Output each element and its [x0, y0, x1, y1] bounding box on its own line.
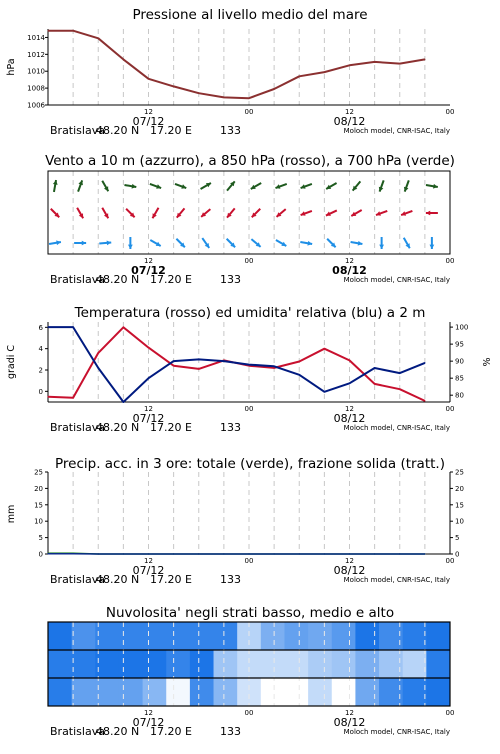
wind-arrow-head — [426, 211, 430, 216]
temp-frame — [73, 322, 425, 402]
cloud-cell — [261, 678, 285, 707]
lon-label: 17.20 E — [150, 273, 192, 286]
wind-arrow — [128, 237, 133, 249]
cloud-cell — [379, 650, 403, 679]
elevation-label: 133 — [220, 725, 241, 738]
temp-footer — [50, 421, 450, 434]
pressure-point — [123, 59, 124, 60]
precip-solid-series — [47, 553, 425, 555]
date-label: 07/12 — [133, 115, 165, 128]
pressure-line — [48, 31, 425, 99]
tick-label: 00 — [245, 108, 254, 116]
wind-frame — [73, 171, 425, 254]
precip-solid-point — [148, 553, 149, 554]
cloud-cell — [72, 622, 96, 651]
pressure-point — [374, 61, 375, 62]
cloud-cell — [214, 622, 238, 651]
precip-solid-point — [324, 553, 325, 554]
tick-label: 00 — [446, 257, 455, 265]
pressure-point — [248, 98, 249, 99]
lat-label: 48.20 N — [96, 273, 139, 286]
credit-label: Moloch model, CNR-ISAC, Italy — [344, 728, 450, 736]
wind-arrow — [227, 239, 235, 247]
temperature-line — [48, 327, 425, 401]
wind-series — [49, 237, 434, 249]
humidity-point — [123, 401, 124, 402]
clouds-footer — [50, 725, 450, 738]
precip-solid-point — [374, 553, 375, 554]
cloud-cell — [308, 622, 332, 651]
y-tick-label: 1012 — [27, 51, 45, 59]
tick-label: 00 — [446, 557, 455, 565]
pressure-frame — [73, 29, 425, 105]
lat-label: 48.20 N — [96, 725, 139, 738]
wind-arrow — [227, 181, 235, 190]
wind-arrow — [351, 210, 361, 216]
wind-arrow — [202, 238, 209, 248]
y-tick-label: 20 — [34, 485, 43, 493]
wind-arrow — [252, 209, 260, 217]
y-tick-label: 6 — [39, 324, 44, 332]
cloud-cell — [426, 678, 450, 707]
y-tick-label-right: 15 — [455, 501, 464, 509]
credit-label: Moloch model, CNR-ISAC, Italy — [344, 276, 450, 284]
wind-arrow — [379, 180, 384, 191]
cloud-cell — [166, 650, 190, 679]
tick-label: 12 — [345, 405, 354, 413]
humidity-point — [349, 383, 350, 384]
wind-arrow — [426, 184, 438, 189]
tick-label: 00 — [245, 405, 254, 413]
elevation-label: 133 — [220, 273, 241, 286]
tick-label: 12 — [144, 557, 153, 565]
location-label: Bratislava — [50, 725, 105, 738]
precip-solid-point — [123, 553, 124, 554]
wind-footer — [50, 273, 450, 286]
humidity-point — [399, 372, 400, 373]
y-tick-label-right: 0 — [455, 551, 459, 559]
wind-arrow — [326, 210, 337, 215]
humidity-point — [274, 366, 275, 367]
humidity-point — [324, 391, 325, 392]
wind-arrow — [201, 209, 210, 217]
y-tick-label: 15 — [34, 501, 43, 509]
wind-arrow — [153, 208, 159, 218]
wind-arrow — [275, 184, 286, 189]
wind-arrow — [379, 237, 384, 249]
cloud-cell — [308, 678, 332, 707]
tick-label: 12 — [345, 108, 354, 116]
pressure-point — [73, 30, 74, 31]
tick-label: 00 — [446, 709, 455, 717]
wind-arrow — [429, 237, 434, 249]
precip-solid-point — [98, 553, 99, 554]
date-label: 08/12 — [334, 115, 366, 128]
y-tick-label: 1006 — [27, 102, 45, 110]
cloud-cell — [190, 622, 214, 651]
pressure-point — [274, 88, 275, 89]
precip-solid-point — [198, 553, 199, 554]
wind-arrow — [276, 240, 286, 246]
temperature-point — [173, 365, 174, 366]
tick-label: 12 — [345, 557, 354, 565]
precip-solid-point — [173, 553, 174, 554]
wind-arrow — [326, 183, 336, 189]
wind-arrow — [49, 240, 61, 245]
cloud-cell — [284, 678, 308, 707]
credit-label: Moloch model, CNR-ISAC, Italy — [344, 576, 450, 584]
wind-arrow — [227, 208, 235, 217]
cloud-cell — [119, 678, 143, 707]
wind-arrow — [77, 208, 83, 218]
elevation-label: 133 — [220, 124, 241, 137]
cloud-cell — [72, 650, 96, 679]
precip-title: Precip. acc. in 3 ore: totale (verde), frazione solida (tratt.) — [55, 456, 445, 472]
wind-arrow — [251, 183, 261, 189]
y-tick-label: 25 — [34, 469, 43, 477]
location-label: Bratislava — [50, 273, 105, 286]
tick-label: 12 — [345, 257, 354, 265]
pressure-point — [349, 65, 350, 66]
location-label: Bratislava — [50, 124, 105, 137]
wind-arrow-head — [379, 245, 384, 249]
date-label: 07/12 — [131, 264, 166, 277]
cloud-cell — [426, 622, 450, 651]
wind-arrow — [300, 241, 312, 246]
wind-arrow — [150, 184, 161, 189]
y-tick-label-right: 100 — [455, 324, 468, 332]
cloud-cell — [355, 622, 379, 651]
cloud-cell — [355, 650, 379, 679]
wind-arrow — [401, 211, 412, 216]
elevation-label: 133 — [220, 421, 241, 434]
humidity-line — [48, 327, 425, 402]
cloud-cell — [261, 622, 285, 651]
y-tick-label-right: 10 — [455, 518, 464, 526]
y-tick-label-right: 20 — [455, 485, 464, 493]
cloud-cell — [48, 622, 72, 651]
wind-series — [51, 208, 438, 218]
y-tick-label: 0 — [39, 551, 43, 559]
temperature-point — [299, 361, 300, 362]
cloud-cell — [143, 650, 167, 679]
precip-footer — [50, 573, 450, 586]
temperature-point — [73, 397, 74, 398]
wind-arrow — [102, 181, 108, 191]
wind-arrow — [277, 209, 286, 217]
lon-label: 17.20 E — [150, 573, 192, 586]
temperature-point — [424, 400, 425, 401]
y-tick-label-right: 95 — [455, 341, 464, 349]
wind-arrow — [176, 239, 184, 247]
clouds-title: Nuvolosita' negli strati basso, medio e alto — [106, 605, 394, 621]
cloud-cell — [143, 622, 167, 651]
cloud-cell — [237, 678, 261, 707]
date-label: 07/12 — [133, 716, 165, 729]
cloud-cell — [190, 650, 214, 679]
tick-label: 12 — [144, 709, 153, 717]
wind-title: Vento a 10 m (azzurro), a 850 hPa (rosso), a 700 hPa (verde) — [45, 153, 455, 169]
cloud-cell — [190, 678, 214, 707]
tick-label: 12 — [144, 405, 153, 413]
pressure-point — [198, 93, 199, 94]
wind-arrow — [353, 181, 361, 190]
date-label: 08/12 — [334, 716, 366, 729]
wind-arrow — [251, 239, 260, 247]
wind-arrow — [99, 240, 111, 245]
humidity-point — [374, 367, 375, 368]
y-tick-label: 10 — [34, 518, 43, 526]
lat-label: 48.20 N — [96, 421, 139, 434]
precip-solid-point — [73, 553, 74, 554]
wind-arrow — [102, 208, 108, 218]
date-label: 07/12 — [133, 564, 165, 577]
pressure-point — [98, 38, 99, 39]
precip-solid-point — [223, 553, 224, 554]
wind-arrow — [301, 211, 312, 216]
humidity-point — [299, 374, 300, 375]
temp-y-label: gradi C — [6, 345, 17, 379]
lat-label: 48.20 N — [96, 573, 139, 586]
temp-title: Temperatura (rosso) ed umidita' relativa (blu) a 2 m — [74, 305, 426, 321]
tick-label: 12 — [144, 108, 153, 116]
tick-label: 12 — [144, 257, 153, 265]
cloud-cell — [426, 650, 450, 679]
wind-arrow-head — [429, 245, 434, 249]
cloud-cell — [237, 650, 261, 679]
tick-label: 00 — [245, 257, 254, 265]
y-tick-label-right: 80 — [455, 392, 464, 400]
pressure-point — [47, 30, 48, 31]
cloud-cell — [403, 622, 427, 651]
wind-arrow — [327, 239, 335, 247]
y-tick-label-right: 5 — [455, 534, 459, 542]
wind-arrow — [426, 211, 438, 216]
tick-label: 00 — [446, 405, 455, 413]
lon-label: 17.20 E — [150, 725, 192, 738]
pressure-point — [399, 63, 400, 64]
wind-arrow-head — [107, 240, 112, 245]
pressure-footer — [50, 124, 450, 137]
credit-label: Moloch model, CNR-ISAC, Italy — [344, 424, 450, 432]
wind-arrow-head — [82, 241, 86, 246]
humidity-point — [148, 378, 149, 379]
humidity-series — [47, 327, 425, 403]
cloud-cell — [214, 678, 238, 707]
cloud-cell — [95, 678, 119, 707]
y-tick-label: 1010 — [27, 68, 45, 76]
location-label: Bratislava — [50, 573, 105, 586]
humidity-point — [198, 359, 199, 360]
precip-solid-point — [399, 553, 400, 554]
y-tick-label-right: 25 — [455, 469, 464, 477]
temp-y-label-right: % — [482, 357, 493, 366]
date-label: 08/12 — [334, 564, 366, 577]
cloud-cell — [284, 650, 308, 679]
temperature-point — [148, 347, 149, 348]
date-label: 08/12 — [334, 412, 366, 425]
wind-arrow — [376, 211, 387, 216]
y-tick-label-right: 85 — [455, 375, 464, 383]
cloud-cell — [119, 622, 143, 651]
temperature-point — [198, 368, 199, 369]
wind-arrow — [78, 180, 83, 191]
cloud-cell — [72, 678, 96, 707]
cloud-cell — [403, 678, 427, 707]
cloud-cell — [143, 678, 167, 707]
y-tick-label: 1008 — [27, 85, 45, 93]
wind-arrow — [404, 238, 410, 248]
cloud-cell — [48, 650, 72, 679]
wind-arrow — [74, 241, 86, 246]
lat-label: 48.20 N — [96, 124, 139, 137]
pressure-y-label: hPa — [6, 58, 17, 75]
precip-frame — [73, 472, 425, 554]
wind-arrow — [351, 241, 363, 246]
cloud-cell — [214, 650, 238, 679]
wind-arrow — [51, 209, 59, 217]
cloud-cell — [332, 678, 356, 707]
cloud-cell — [355, 678, 379, 707]
wind-arrow — [150, 240, 160, 246]
cloud-cell — [166, 678, 190, 707]
y-tick-label: 4 — [39, 345, 44, 353]
tick-label: 00 — [245, 557, 254, 565]
humidity-point — [173, 361, 174, 362]
pressure-series — [47, 30, 425, 99]
wind-arrow — [301, 184, 312, 189]
cloud-cell — [48, 678, 72, 707]
cloud-cell — [403, 650, 427, 679]
y-tick-label: 1014 — [27, 34, 45, 42]
pressure-point — [299, 76, 300, 77]
wind-arrow — [201, 183, 211, 189]
credit-label: Moloch model, CNR-ISAC, Italy — [344, 127, 450, 135]
humidity-point — [73, 327, 74, 328]
temperature-point — [47, 396, 48, 397]
humidity-point — [47, 327, 48, 328]
temperature-point — [98, 352, 99, 353]
y-tick-label: 2 — [39, 367, 43, 375]
cloud-cell — [284, 622, 308, 651]
pressure-point — [173, 86, 174, 87]
humidity-point — [424, 362, 425, 363]
wind-arrow-head — [128, 245, 133, 249]
precip-y-label: mm — [6, 505, 17, 524]
wind-arrow — [126, 209, 134, 217]
pressure-point — [424, 59, 425, 60]
cloud-cell — [166, 622, 190, 651]
temperature-point — [123, 327, 124, 328]
wind-arrow — [124, 184, 136, 189]
humidity-point — [223, 361, 224, 362]
pressure-point — [148, 78, 149, 79]
precip-solid-point — [349, 553, 350, 554]
pressure-point — [223, 97, 224, 98]
tick-label: 00 — [446, 108, 455, 116]
wind-arrow — [53, 180, 58, 192]
precip-solid-point — [274, 553, 275, 554]
date-label: 08/12 — [332, 264, 367, 277]
precip-solid-point — [299, 553, 300, 554]
wind-series — [53, 180, 438, 192]
temperature-series — [47, 327, 425, 402]
y-tick-label: 5 — [39, 534, 43, 542]
lon-label: 17.20 E — [150, 124, 192, 137]
humidity-point — [248, 364, 249, 365]
cloud-cell — [261, 650, 285, 679]
wind-arrow — [175, 184, 186, 189]
temperature-point — [349, 360, 350, 361]
cloud-cell — [308, 650, 332, 679]
wind-arrow — [177, 208, 185, 217]
lon-label: 17.20 E — [150, 421, 192, 434]
date-label: 07/12 — [133, 412, 165, 425]
tick-label: 00 — [245, 709, 254, 717]
pressure-title: Pressione al livello medio del mare — [132, 7, 367, 23]
precip-solid-point — [248, 553, 249, 554]
cloud-cell — [332, 622, 356, 651]
y-tick-label-right: 90 — [455, 358, 464, 366]
tick-label: 12 — [345, 709, 354, 717]
temperature-point — [399, 389, 400, 390]
location-label: Bratislava — [50, 421, 105, 434]
temperature-point — [374, 383, 375, 384]
temperature-point — [324, 348, 325, 349]
precip-solid-point — [424, 553, 425, 554]
humidity-point — [98, 367, 99, 368]
cloud-cell — [95, 650, 119, 679]
cloud-cell — [119, 650, 143, 679]
cloud-cell — [379, 678, 403, 707]
precip-solid-point — [47, 553, 48, 554]
cloud-cell — [332, 650, 356, 679]
y-tick-label: 0 — [39, 388, 43, 396]
elevation-label: 133 — [220, 573, 241, 586]
cloud-cell — [95, 622, 119, 651]
wind-arrow — [404, 180, 409, 191]
pressure-point — [324, 71, 325, 72]
